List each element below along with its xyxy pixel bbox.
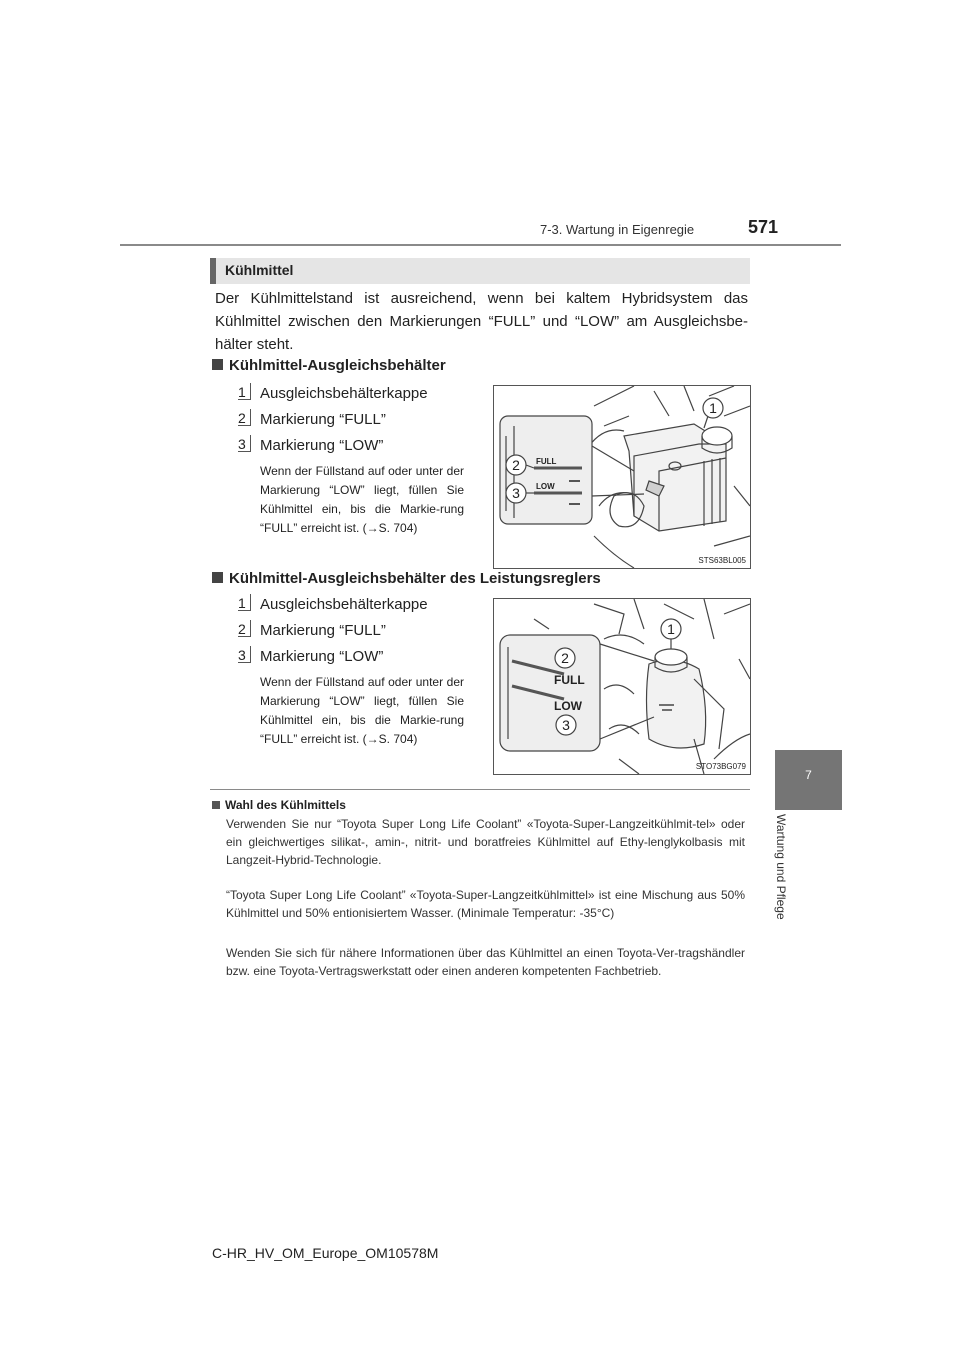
square-bullet-icon (212, 801, 220, 809)
header-section-title: 7-3. Wartung in Eigenregie (540, 222, 695, 237)
chapter-tab (775, 750, 842, 810)
callout-number: 3 (238, 435, 254, 453)
callout-number: 2 (238, 620, 254, 638)
block1-heading-text: Kühlmittel-Ausgleichsbehälter (229, 357, 446, 374)
notes-paragraph-1: Verwenden Sie nur “Toyota Super Long Life Coolant” «Toyota-Super-Langzeitkühlmit-tel» oder ein gleichwertiges silikat-, amin-, nitrit- und boratfreies Kühlmittel auf Ethy-lenglykolbasis mit Langzeit-Hybrid-Technologie. (226, 817, 745, 867)
notes-heading (212, 798, 346, 812)
notes-heading-text: Wahl des Kühlmittels (225, 798, 346, 812)
figure2-full-mark: FULL (554, 673, 585, 687)
chapter-label (774, 814, 808, 944)
figure2-code: STO73BG079 (695, 762, 746, 771)
figure1-full-mark: FULL (536, 457, 557, 466)
footer-document-id: C-HR_HV_OM_Europe_OM10578M (212, 1245, 439, 1261)
chapter-label-text: Wartung und Pflege (774, 814, 788, 920)
block1-item-3: Markierung “LOW” (260, 437, 384, 454)
figure1-low-mark: LOW (536, 482, 555, 491)
figure1-callout-1: 1 (709, 400, 717, 416)
header-rule (120, 244, 841, 246)
figure1-code: STS63BL005 (698, 556, 746, 565)
figure2-callout-2: 2 (561, 650, 569, 666)
block2-heading-text: Kühlmittel-Ausgleichsbehälter des Leistungsreglers (229, 570, 601, 587)
section-intro: Der Kühlmittelstand ist ausreichend, wenn bei kaltem Hybridsystem das Kühlmittel zwischen den Markierungen “FULL” und “LOW” am Ausgleichsbe-hälter steht. (215, 290, 748, 353)
section-title-bar (210, 258, 750, 284)
block1-item-1: Ausgleichsbehälterkappe (260, 385, 428, 402)
figure-inverter-coolant-reservoir-drawing (494, 599, 750, 774)
notes-paragraph-2: “Toyota Super Long Life Coolant” «Toyota-Super-Langzeitkühlmittel» ist eine Mischung aus 50% Kühlmittel und 50% entionisiertem Wasser. (Minimale Temperatur: -35°C) (226, 888, 745, 920)
figure-coolant-reservoir-drawing (494, 386, 750, 568)
block1-note: Wenn der Füllstand auf oder unter der Markierung “LOW” liegt, füllen Sie Kühlmittel ein, bis die Markie-rung “FULL” erreicht ist. (→S. 704) (260, 464, 464, 535)
block2-note: Wenn der Füllstand auf oder unter der Markierung “LOW” liegt, füllen Sie Kühlmittel ein, bis die Markie-rung “FULL” erreicht ist. (→S. 704) (260, 675, 464, 746)
callout-number: 3 (238, 646, 254, 664)
callout-number: 1 (238, 594, 254, 612)
figure1-callout-3: 3 (512, 485, 520, 501)
figure2-low-mark: LOW (554, 699, 582, 713)
block2-item-1: Ausgleichsbehälterkappe (260, 596, 428, 613)
figure-inverter-coolant-reservoir (493, 598, 751, 775)
block2-heading (212, 570, 601, 587)
section-title: Kühlmittel (225, 262, 294, 278)
callout-number: 1 (238, 383, 254, 401)
section-bar-accent (210, 258, 216, 284)
notes-paragraph-3: Wenden Sie sich für nähere Informationen über das Kühlmittel an einen Toyota-Ver-tragshändler bzw. eine Toyota-Vertragswerkstatt oder einen anderen kompetenten Fachbetrieb. (226, 946, 745, 978)
figure2-callout-1: 1 (667, 621, 675, 637)
callout-number: 2 (238, 409, 254, 427)
figure2-callout-3: 3 (562, 717, 570, 733)
square-bullet-icon (212, 359, 223, 370)
notes-divider (210, 789, 750, 790)
block1-item-2: Markierung “FULL” (260, 411, 386, 428)
chapter-number: 7 (805, 768, 812, 782)
page-number: 571 (748, 217, 779, 237)
square-bullet-icon (212, 572, 223, 583)
block1-heading (212, 357, 446, 374)
figure-coolant-reservoir (493, 385, 751, 569)
figure1-callout-2: 2 (512, 457, 520, 473)
block2-item-3: Markierung “LOW” (260, 648, 384, 665)
block2-item-2: Markierung “FULL” (260, 622, 386, 639)
